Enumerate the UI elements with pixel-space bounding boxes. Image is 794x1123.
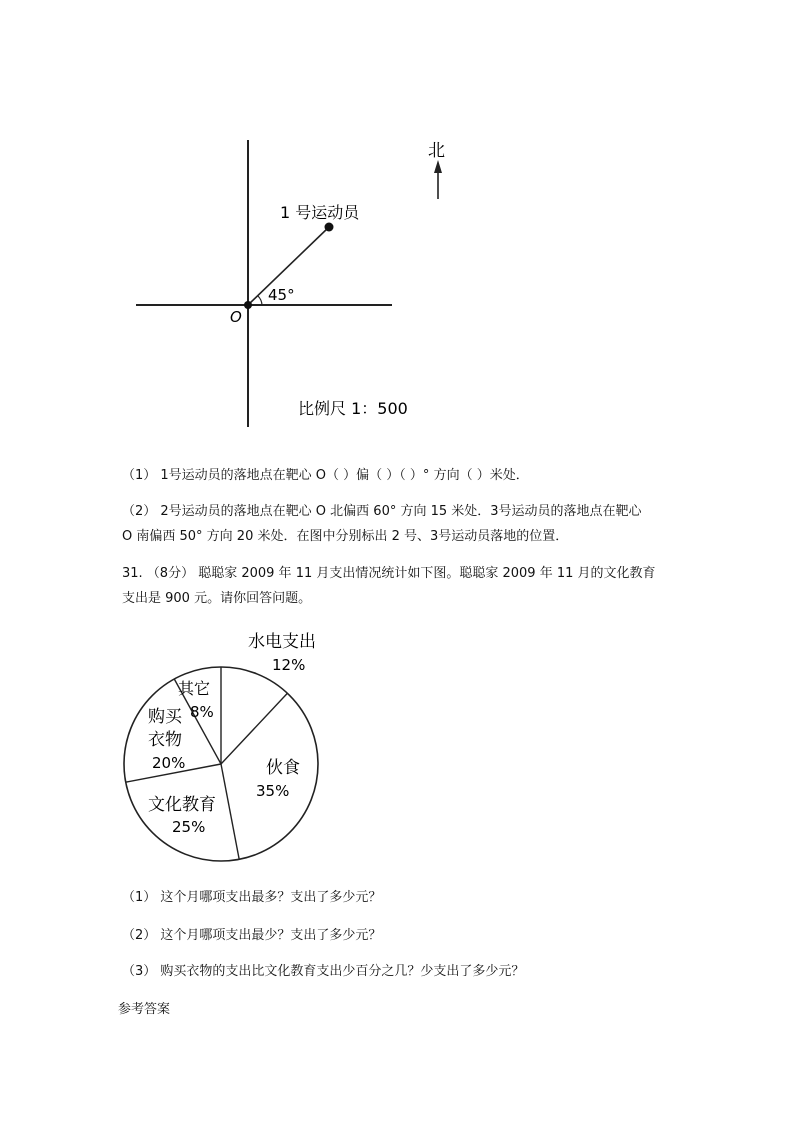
- label-utilities: 水电支出: [248, 632, 316, 652]
- question-2-line-2: O 南偏西 50° 方向 20 米处．在图中分别标出 2 号、3号运动员落地的位置．: [122, 529, 569, 544]
- scale-label: 比例尺 1：500: [298, 399, 408, 418]
- label-other: 其它: [178, 679, 211, 698]
- answer-heading: 参考答案: [118, 1002, 171, 1017]
- direction-diagram: [0, 0, 794, 440]
- origin-point: [244, 301, 252, 309]
- north-arrow-icon: [434, 160, 442, 173]
- north-label: 北: [428, 141, 445, 161]
- angle-label: 45°: [268, 286, 295, 304]
- sub-question-3: （3） 购买衣物的支出比文化教育支出少百分之几？少支出了多少元？: [122, 964, 525, 979]
- label-clothing-1: 购买: [148, 707, 182, 727]
- pct-education: 25%: [172, 818, 206, 836]
- pct-food: 35%: [256, 782, 290, 800]
- question-2-line-1: （2） 2号运动员的落地点在靶心 O 北偏西 60° 方向 15 米处．3号运动员的落地点在靶心: [122, 504, 642, 519]
- label-clothing-2: 衣物: [148, 730, 182, 750]
- pie-chart: [0, 620, 420, 870]
- sub-question-2: （2） 这个月哪项支出最少？支出了多少元？: [122, 928, 382, 943]
- sub-question-1: （1） 这个月哪项支出最多？支出了多少元？: [122, 890, 382, 905]
- pct-clothing: 20%: [152, 754, 186, 772]
- pct-other: 8%: [190, 703, 214, 721]
- angle-arc: [258, 296, 262, 305]
- origin-label: O: [230, 308, 242, 326]
- question-31-line-1: 31. （8分） 聪聪家 2009 年 11 月支出情况统计如下图。聪聪家 2009 年 11 月的文化教育: [122, 566, 656, 581]
- label-food: 伙食: [266, 758, 300, 778]
- athlete-label: 1 号运动员: [280, 203, 360, 222]
- question-1: （1） 1号运动员的落地点在靶心 O（ ）偏（ ）（ ）° 方向（ ）米处．: [122, 468, 529, 483]
- athlete-point: [325, 223, 334, 232]
- pct-utilities: 12%: [272, 656, 306, 674]
- question-31-line-2: 支出是 900 元。请你回答问题。: [122, 591, 312, 606]
- label-education: 文化教育: [148, 795, 216, 815]
